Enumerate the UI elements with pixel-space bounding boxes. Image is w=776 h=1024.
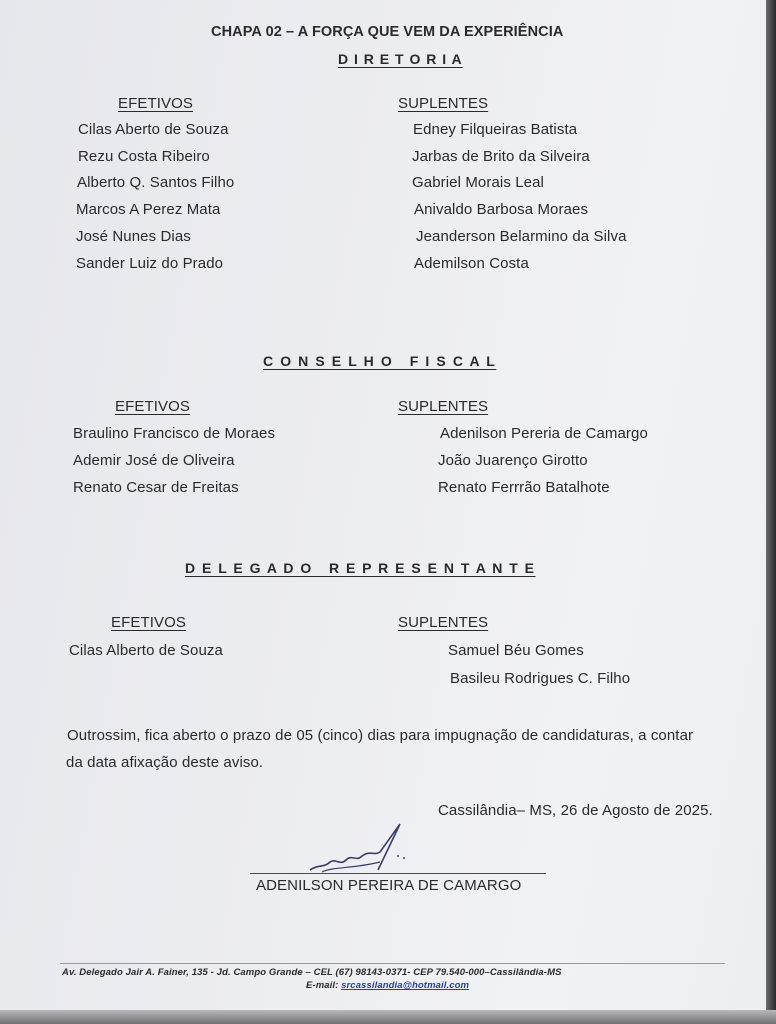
handwritten-signature bbox=[300, 818, 420, 880]
diretoria-efetivo: Rezu Costa Ribeiro bbox=[78, 148, 210, 165]
delegado-efetivos-label: EFETIVOS bbox=[111, 614, 186, 631]
delegado-suplente: Samuel Béu Gomes bbox=[448, 642, 584, 659]
page-edge-shadow bbox=[766, 0, 776, 1024]
diretoria-heading: D I R E T O R I A bbox=[338, 51, 463, 67]
diretoria-efetivo: Sander Luiz do Prado bbox=[76, 255, 224, 272]
conselho-suplente: Renato Ferrrão Batalhote bbox=[438, 479, 610, 496]
conselho-suplente: Adenilson Pereria de Camargo bbox=[440, 425, 648, 442]
signature-line bbox=[250, 873, 546, 874]
document-title: CHAPA 02 – A FORÇA QUE VEM DA EXPERIÊNCIA bbox=[211, 24, 564, 40]
notice-line-2: da data afixação deste aviso. bbox=[66, 754, 264, 771]
email-link[interactable]: srcassilandia@hotmail.com bbox=[341, 980, 470, 991]
diretoria-efetivo: Alberto Q. Santos Filho bbox=[77, 174, 235, 191]
conselho-efetivo: Braulino Francisco de Moraes bbox=[73, 425, 276, 442]
diretoria-suplente: Jarbas de Brito da Silveira bbox=[412, 148, 590, 165]
notice-line-1: Outrossim, fica aberto o prazo de 05 (cinco) dias para impugnação de candidaturas, a contar bbox=[67, 727, 694, 744]
conselho-suplentes-label: SUPLENTES bbox=[398, 398, 489, 415]
footer-email bbox=[306, 980, 469, 991]
diretoria-suplente: Edney Filqueiras Batista bbox=[413, 121, 578, 138]
diretoria-efetivos-label: EFETIVOS bbox=[118, 95, 193, 112]
delegado-heading: D E L E G A D O R E P R E S E N T A N T E bbox=[185, 560, 536, 576]
diretoria-suplente: Anivaldo Barbosa Moraes bbox=[414, 201, 589, 218]
diretoria-suplente: Gabriel Morais Leal bbox=[412, 174, 544, 191]
diretoria-efetivo: José Nunes Dias bbox=[76, 228, 191, 245]
signatory-name: ADENILSON PEREIRA DE CAMARGO bbox=[256, 877, 522, 894]
conselho-efetivo: Ademir José de Oliveira bbox=[73, 452, 235, 469]
conselho-efetivo: Renato Cesar de Freitas bbox=[73, 479, 239, 496]
conselho-fiscal-heading: C O N S E L H O F I S C A L bbox=[263, 353, 497, 369]
footer-divider bbox=[60, 963, 725, 964]
diretoria-efetivo: Cilas Aberto de Souza bbox=[78, 121, 229, 138]
conselho-suplente: João Juarenço Girotto bbox=[438, 452, 588, 469]
diretoria-suplente: Jeanderson Belarmino da Silva bbox=[416, 228, 627, 245]
conselho-efetivos-label: EFETIVOS bbox=[115, 398, 190, 415]
diretoria-suplentes-label: SUPLENTES bbox=[398, 95, 489, 112]
place-and-date: Cassilândia– MS, 26 de Agosto de 2025. bbox=[438, 802, 713, 819]
footer-email-label: E-mail: bbox=[306, 980, 339, 991]
page-bottom-edge bbox=[0, 1010, 776, 1024]
diretoria-efetivo: Marcos A Perez Mata bbox=[76, 201, 221, 218]
footer-address: Av. Delegado Jair A. Fainer, 135 - Jd. Campo Grande – CEL (67) 98143-0371- CEP 79.540-000–Cassilândia-MS bbox=[62, 967, 562, 978]
diretoria-suplente: Ademilson Costa bbox=[414, 255, 529, 272]
delegado-efetivo: Cilas Alberto de Souza bbox=[69, 642, 223, 659]
delegado-suplentes-label: SUPLENTES bbox=[398, 614, 489, 631]
delegado-suplente: Basileu Rodrigues C. Filho bbox=[450, 670, 631, 687]
